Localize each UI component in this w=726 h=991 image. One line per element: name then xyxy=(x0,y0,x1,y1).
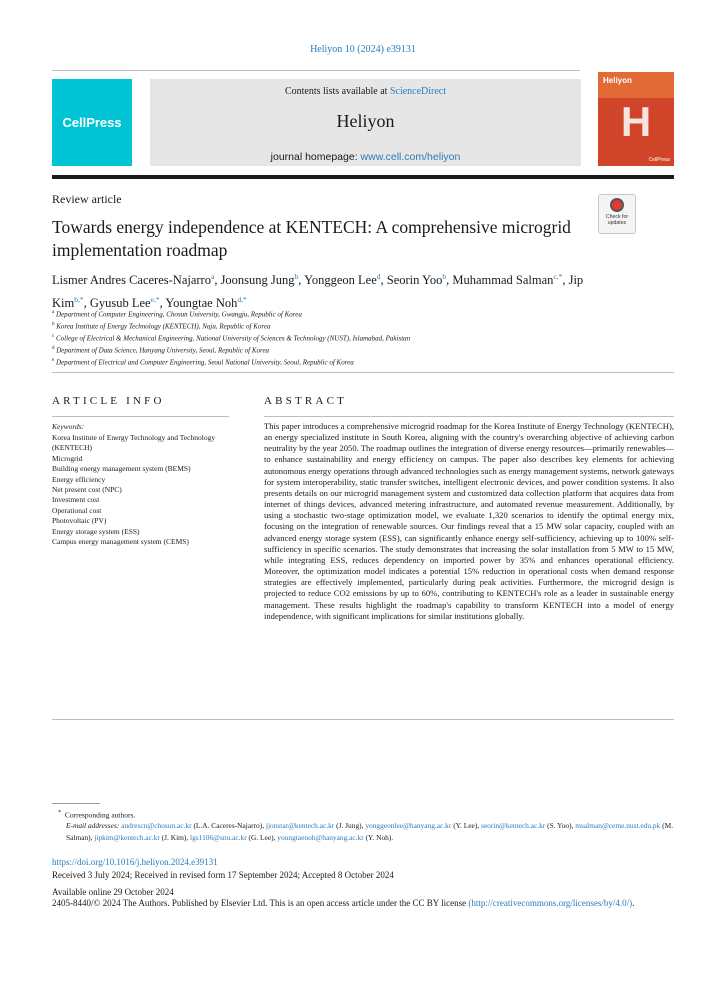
affiliation-key: e xyxy=(52,357,55,363)
author-name[interactable]: Muhammad Salman xyxy=(452,273,554,288)
keyword-item: Operational cost xyxy=(52,505,102,515)
corresponding-footnote xyxy=(58,809,135,820)
affiliation-text: Department of Computer Engineering, Chosun University, Gwangju, Republic of Korea xyxy=(55,310,302,319)
email-link[interactable]: msalman@ceme.nust.edu.pk xyxy=(575,821,661,830)
author-affiliation-mark[interactable]: d,* xyxy=(237,295,247,305)
email-link[interactable]: yonggeonlee@hanyang.ac.kr xyxy=(365,821,452,830)
keyword-item: Microgrid xyxy=(52,453,83,463)
author-name[interactable]: Seorin Yoo xyxy=(386,273,443,288)
email-link[interactable]: youngtaenoh@hanyang.ac.kr xyxy=(277,833,364,842)
author-affiliation-mark[interactable]: b,* xyxy=(74,295,84,305)
abstract-heading: ABSTRACT xyxy=(264,395,348,407)
section-divider xyxy=(52,372,674,373)
keyword-item: Campus energy management system (CEMS) xyxy=(52,537,189,547)
footnote-divider xyxy=(52,803,100,804)
author-affiliation-mark[interactable]: b xyxy=(442,272,447,281)
author-affiliation-mark[interactable]: b xyxy=(294,272,299,281)
cellpress-logo[interactable] xyxy=(52,79,132,166)
email-owner: (Y. Noh). xyxy=(365,833,394,842)
article-title: Towards energy independence at KENTECH: A comprehensive microgrid implementation roadmap xyxy=(52,217,571,260)
journal-cover-image[interactable] xyxy=(598,72,674,166)
abstract-text: This paper introduces a comprehensive microgrid roadmap for the Korea Institute of Energy Technology (KENTECH), an energy specialized institute in South Korea, aligning with the country's overarching objective of achieving carbon neutrality by the year 2050. The roadmap outlines the integration of diverse energy resources—primarily renewables—to enhance sustainability and energy efficiency on campus. The paper also describes key elements for achieving autonomous energy operations through advanced technologies such as energy management systems, network gateways for system interoperability, static transfer switches, intelligent electronic devices, and power condition systems. It also presents details on our microgrid management system and customized data collection platform that acquires data from internet of things devices, advanced metering infrastructure, and automated revenue measurement. Additionally, by using a stochastic two-stage optimization model, we evaluate 1,320 scenarios to identify the optimal energy mix, focusing on the integration of renewable sources. Our findings reveal that a 15 MW solar capacity, coupled with an advanced energy storage system (ESS), can significantly enhance energy self-sufficiency, achieving up to 100% self-sufficiency in specific scenarios. The study demonstrates that increasing the solar installation from 5 MW to 15 MW, while integrating ESS, reduces dependency on imported power by 35% and enhances operational efficiency. Moreover, the optimization model indicates a potential 15% reduction in operational costs when demand response strategies are effectively implemented, particularly during peak activities. Furthermore, the microgrid design is projected to reduce CO2 emissions by up to 60%, contributing to KENTECH's role as a leader in sustainable energy management. These results highlight the roadmap's capability to transform KENTECH into a model of energy independence, with significant implications for similar institutions globally. xyxy=(264,421,674,621)
email-owner: (Y. Lee), xyxy=(453,821,480,830)
abstract-bottom-divider xyxy=(52,719,674,720)
affiliation-text: Department of Electrical and Computer Engineering, Seoul National University, Seoul, Republic of Korea xyxy=(55,358,354,367)
abstract-divider xyxy=(264,416,674,417)
author-name[interactable]: Yonggeon Lee xyxy=(304,273,377,288)
author-list: Lismer Andres Caceres-Najarro$^a$, Joonsung Jung$^b$, Yonggeon Lee$^d$, Seorin Yoo$^b$, Muhammad Salman$^{c,*}$, Jip Kim$^{b,*}$, Gyusub Lee$^{e,*}$, Youngtae Noh$^{d,*}$ xyxy=(52,272,584,311)
affiliation-text: College of Electrical & Mechanical Engineering, National University of Sciences & Technology (NUST), Islamabad, Pakistan xyxy=(55,334,411,343)
journal-name: Heliyon xyxy=(336,111,395,131)
journal-header xyxy=(150,79,581,166)
email-link[interactable]: andrescn@chosun.ac.kr xyxy=(121,821,192,830)
affiliation-item xyxy=(52,320,612,332)
email-link[interactable]: lgs1106@snu.ac.kr xyxy=(190,833,247,842)
author-name[interactable]: Jip Kim xyxy=(52,273,584,311)
license-text: 2405-8440/© 2024 The Authors. Published by Elsevier Ltd. This is an open access article under the CC BY license xyxy=(52,898,467,908)
available-online: Available online 29 October 2024 xyxy=(52,887,174,897)
license-end: . xyxy=(632,898,635,908)
header-thick-divider xyxy=(52,175,674,179)
contents-prefix: Contents lists available at xyxy=(284,86,390,97)
cover-h-logo: H xyxy=(620,98,652,145)
received-dates: Received 3 July 2024; Received in revised form 17 September 2024; Accepted 8 October 2024 xyxy=(52,870,394,880)
affiliation-list xyxy=(52,308,612,368)
article-info-divider xyxy=(52,416,229,417)
homepage-line xyxy=(150,151,581,163)
email-owner: (J. Jung), xyxy=(336,821,364,830)
affiliation-item xyxy=(52,356,612,368)
article-type: Review article xyxy=(52,192,122,206)
cover-footer: CellPress xyxy=(648,157,670,163)
affiliation-key: b xyxy=(52,321,55,327)
email-owner: (J. Kim), xyxy=(161,833,189,842)
check-for-updates-label: Check for updates xyxy=(605,214,629,226)
keywords-list xyxy=(52,433,232,547)
email-link[interactable]: jipkim@kentech.ac.kr xyxy=(94,833,160,842)
author-affiliation-mark[interactable]: a xyxy=(210,272,215,281)
sciencedirect-link[interactable]: ScienceDirect xyxy=(389,86,447,97)
author-affiliation-mark[interactable]: d xyxy=(376,272,381,281)
corresponding-text: Corresponding authors. xyxy=(64,810,136,820)
affiliation-key: c xyxy=(52,333,55,339)
license-link[interactable]: (http://creativecommons.org/licenses/by/4.0/) xyxy=(468,898,633,908)
corresponding-mark: * xyxy=(58,809,62,816)
affiliation-item xyxy=(52,332,612,344)
journal-citation[interactable]: Heliyon 10 (2024) e39131 xyxy=(310,44,416,55)
license-statement xyxy=(52,897,674,909)
author-name[interactable]: Youngtae Noh xyxy=(165,296,238,311)
email-footnote xyxy=(66,820,676,844)
email-label: E-mail addresses: xyxy=(66,821,120,830)
author-name[interactable]: Gyusub Lee xyxy=(89,296,151,311)
keyword-item: Energy efficiency xyxy=(52,474,106,484)
keyword-item: Photovoltaic (PV) xyxy=(52,516,107,526)
keyword-item: Building energy management system (BEMS) xyxy=(52,464,191,474)
cellpress-logo-text: CellPress xyxy=(62,115,122,130)
contents-line xyxy=(150,86,581,97)
email-link[interactable]: jjonstar@kentech.ac.kr xyxy=(265,821,335,830)
author-name[interactable]: Joonsung Jung xyxy=(220,273,295,288)
doi-link[interactable]: https://doi.org/10.1016/j.heliyon.2024.e39131 xyxy=(52,857,218,867)
affiliation-item xyxy=(52,308,612,320)
keyword-item: Investment cost xyxy=(52,495,100,505)
email-owner: (L.A. Caceres-Najarro), xyxy=(193,821,265,830)
affiliation-key: d xyxy=(52,345,55,351)
author-affiliation-mark[interactable]: c,* xyxy=(553,272,563,281)
affiliation-text: Korea Institute of Energy Technology (KENTECH), Naju, Republic of Korea xyxy=(56,322,271,331)
email-owner: (S. Yoo), xyxy=(547,821,574,830)
keywords-label: Keywords: xyxy=(52,422,85,431)
affiliation-item xyxy=(52,344,612,356)
email-owner: (M. Salman), xyxy=(66,821,674,842)
top-divider xyxy=(52,70,580,71)
email-owner: (G. Lee), xyxy=(248,833,276,842)
keyword-item: Net present cost (NPC) xyxy=(52,485,122,495)
keyword-item: Energy storage system (ESS) xyxy=(52,526,140,536)
homepage-prefix: journal homepage: xyxy=(270,151,361,163)
affiliation-key: a xyxy=(52,310,55,315)
homepage-link[interactable]: www.cell.com/heliyon xyxy=(360,151,461,163)
bookmark-icon xyxy=(610,198,624,212)
author-name[interactable]: Lismer Andres Caceres-Najarro xyxy=(52,273,211,288)
author-affiliation-mark[interactable]: e,* xyxy=(150,295,160,305)
affiliation-text: Department of Data Science, Hanyang University, Seoul, Republic of Korea xyxy=(56,346,270,355)
cover-title: Heliyon xyxy=(603,76,632,85)
email-link[interactable]: seorin@kentech.ac.kr xyxy=(481,821,546,830)
article-info-heading: ARTICLE INFO xyxy=(52,395,165,407)
check-for-updates-button[interactable] xyxy=(598,194,636,234)
keyword-item: Korea Institute of Energy Technology and Technology (KENTECH) xyxy=(52,433,216,453)
